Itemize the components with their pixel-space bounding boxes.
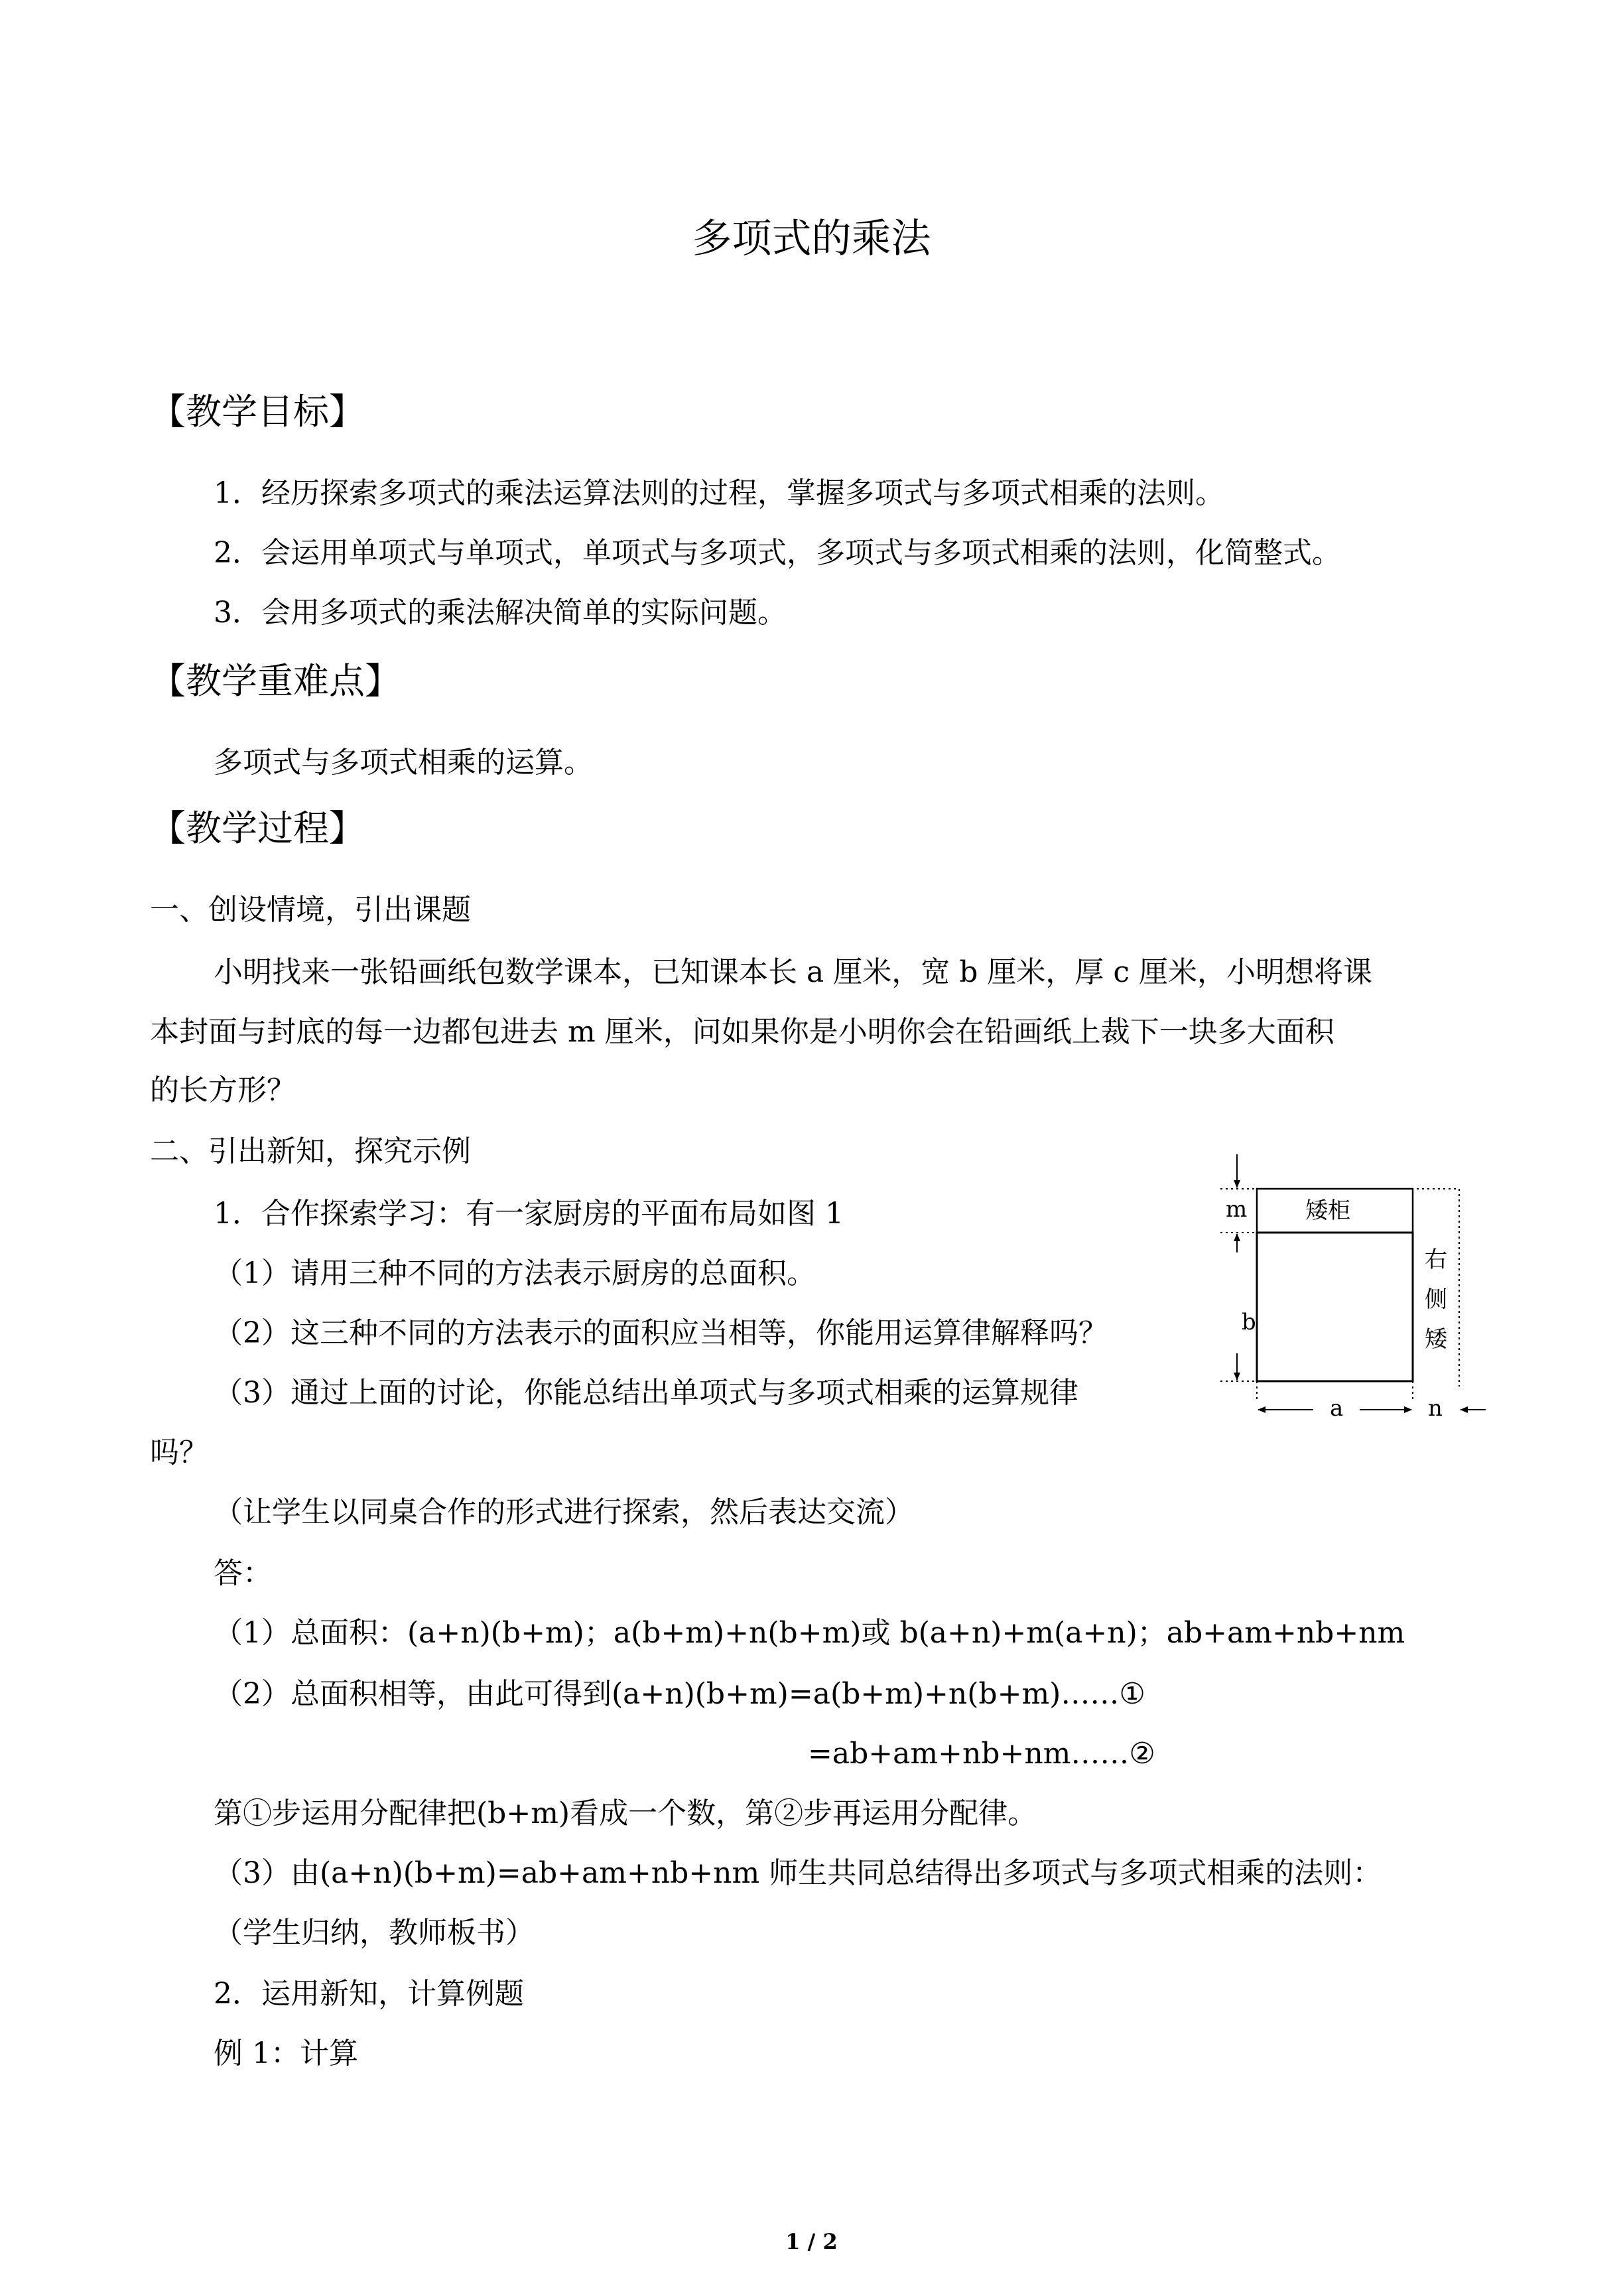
label-n: n xyxy=(1428,1395,1443,1422)
answer-2: （2）总面积相等，由此可得到(a+n)(b+m)=a(b+m)+n(b+m)……① xyxy=(214,1677,1145,1711)
kitchen-floor xyxy=(1257,1233,1413,1381)
objective-item-2: 2．会运用单项式与单项式，单项式与多项式，多项式与多项式相乘的法则，化简整式。 xyxy=(214,536,1341,570)
discussion-note: （让学生以同桌合作的形式进行探索，然后表达交流） xyxy=(214,1495,914,1529)
label-top-cabinet: 矮柜 xyxy=(1305,1197,1350,1224)
answer-1: （1）总面积：(a+n)(b+m)；a(b+m)+n(b+m)或 b(a+n)+m(a+n)；ab+am+nb+nm xyxy=(214,1616,1405,1650)
label-right-3: 矮 xyxy=(1425,1326,1447,1353)
label-b: b xyxy=(1242,1309,1256,1335)
objective-item-1: 1．经历探索多项式的乘法运算法则的过程，掌握多项式与多项式相乘的法则。 xyxy=(214,476,1224,510)
key-points-heading: 【教学重难点】 xyxy=(150,660,401,702)
part1-title: 一、创设情境，引出课题 xyxy=(150,893,471,927)
label-a: a xyxy=(1330,1395,1344,1422)
part2-title: 二、引出新知，探究示例 xyxy=(150,1134,471,1168)
answer-2-cont: =ab+am+nb+nm……② xyxy=(808,1737,1155,1771)
step-note: 第①步运用分配律把(b+m)看成一个数，第②步再运用分配律。 xyxy=(214,1796,1037,1830)
page-title: 多项式的乘法 xyxy=(692,216,931,262)
page-number: 1 / 2 xyxy=(785,2229,838,2254)
example-1: 例 1：计算 xyxy=(214,2037,358,2070)
part1-line-3: 的长方形？ xyxy=(150,1073,296,1107)
part1-line-1: 小明找来一张铅画纸包数学课本，已知课本长 a 厘米，宽 b 厘米，厚 c 厘米，小明想将课 xyxy=(214,955,1372,989)
answer-label: 答： xyxy=(214,1556,272,1590)
answer-3: （3）由(a+n)(b+m)=ab+am+nb+nm 师生共同总结得出多项式与多项式相乘的法则： xyxy=(214,1856,1382,1890)
question-1: （1）请用三种不同的方法表示厨房的总面积。 xyxy=(214,1256,816,1290)
question-3-cont: 吗？ xyxy=(150,1436,208,1469)
kitchen-layout-figure xyxy=(1207,1154,1486,1433)
answer-3-note: （学生归纳，教师板书） xyxy=(214,1916,535,1950)
label-right-2: 侧 xyxy=(1425,1286,1447,1313)
label-m: m xyxy=(1226,1196,1248,1223)
objectives-heading: 【教学目标】 xyxy=(150,391,365,433)
objective-item-3: 3．会用多项式的乘法解决简单的实际问题。 xyxy=(214,596,787,630)
process-heading: 【教学过程】 xyxy=(150,807,365,849)
key-points-text: 多项式与多项式相乘的运算。 xyxy=(214,746,593,779)
question-3: （3）通过上面的讨论，你能总结出单项式与多项式相乘的运算规律 xyxy=(214,1376,1078,1410)
label-right-1: 右 xyxy=(1425,1247,1447,1273)
question-2: （2）这三种不同的方法表示的面积应当相等，你能用运算律解释吗？ xyxy=(214,1316,1108,1350)
part1-line-2: 本封面与封底的每一边都包进去 m 厘米，问如果你是小明你会在铅画纸上裁下一块多大面积 xyxy=(150,1015,1334,1049)
coop-title: 1．合作探索学习：有一家厨房的平面布局如图 1 xyxy=(214,1197,844,1231)
apply-title: 2．运用新知，计算例题 xyxy=(214,1977,524,2011)
